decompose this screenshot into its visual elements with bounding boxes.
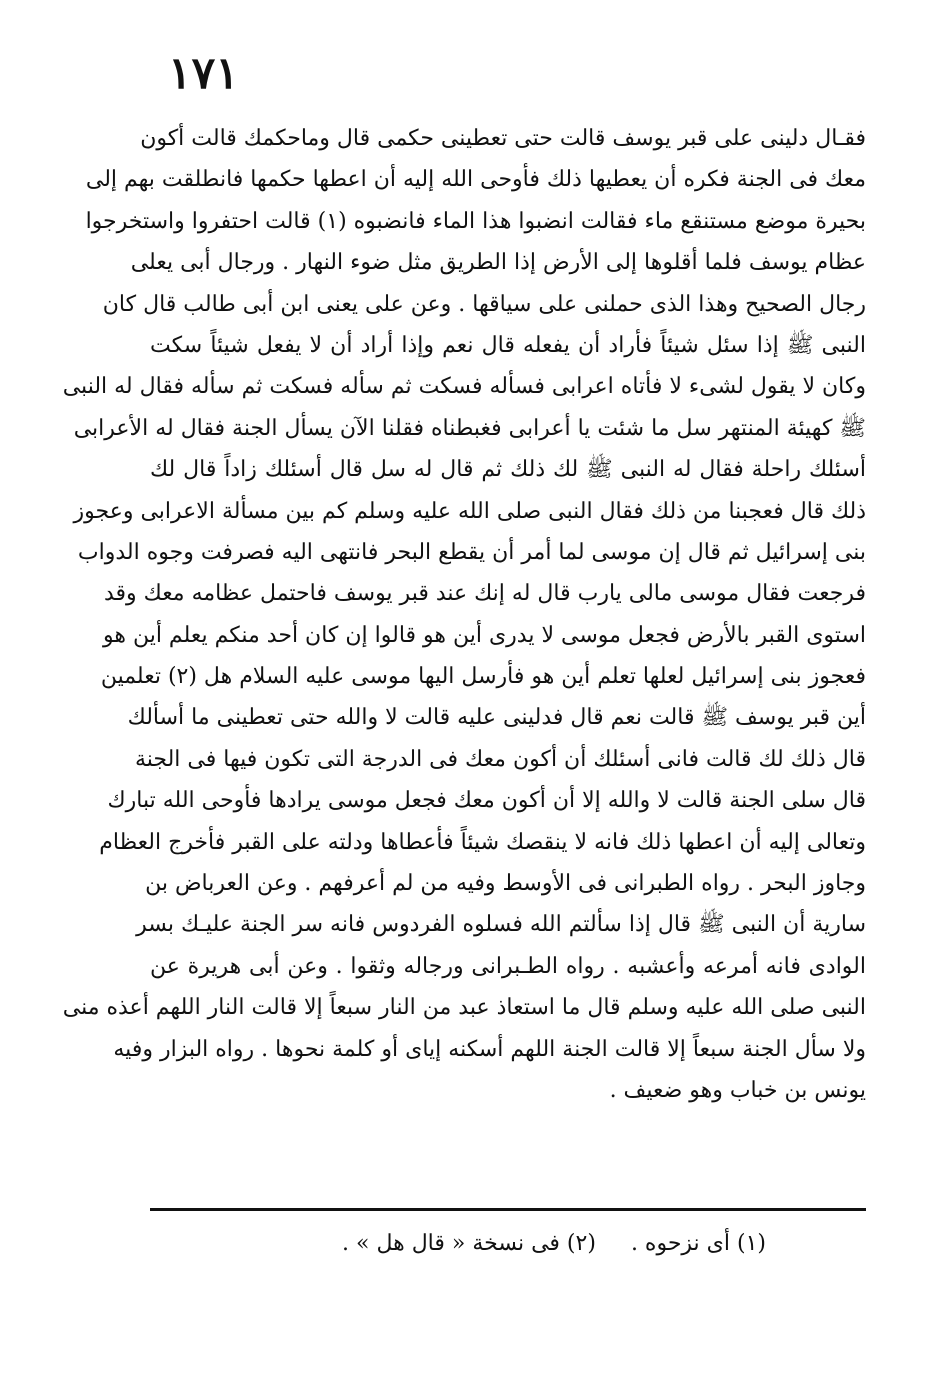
page-number: ١٧١ — [168, 48, 239, 99]
text-line: فرجعت فقال موسى مالى يارب قال له إنك عند قبر يوسف فاحتمل عظامه معك وقد — [103, 581, 866, 607]
text-line: فعجوز بنى إسرائيل لعلها تعلم أين هو فأرسل اليها موسى عليه السلام هل (٢) تعلمين — [100, 664, 866, 690]
footnote-divider — [150, 1208, 866, 1211]
text-line: قال سلى الجنة قالت لا والله إلا أن أكون معك فجعل موسى يرادها فأوحى الله تبارك — [107, 788, 866, 814]
text-line: عظام يوسف فلما أقلوها إلى الأرض إذا الطريق مثل ضوء النهار . ورجال أبى يعلى — [130, 250, 866, 276]
text-line: وتعالى إليه أن اعطها ذلك فانه لا ينقصك شيئاً فأعطاها ودلته على القبر فأخرج العظام — [99, 829, 866, 855]
text-line: وكان لا يقول لشىء لا فأتاه اعرابى فسأله فسكت ثم سأله فسكت ثم سأله فقال له النبى — [62, 374, 866, 400]
text-line: قال ذلك لك قالت فانى أسئلك أن أكون معك فى الدرجة التى تكون فيها فى الجنة — [134, 746, 866, 772]
text-line: أسئلك راحلة فقال له النبى ﷺ لك ذلك ثم قال له سل قال أسئلك زاداً قال لك — [150, 457, 866, 483]
text-line: الوادى فانه أمرعه وأعشبه . رواه الطـبرانى ورجاله وثقوا . وعن أبى هريرة عن — [150, 953, 866, 979]
text-line-last: يونس بن خباب وهو ضعيف . — [609, 1077, 866, 1103]
text-line: أين قبر يوسف ﷺ قالت نعم قال فدلينى عليه قالت لا والله حتى تعطينى ما أسألك — [127, 705, 866, 731]
footnote-1: (١) أى نزحوه . — [630, 1231, 766, 1256]
footnote-2: (٢) فى نسخة « قال هل » . — [342, 1231, 596, 1256]
text-line: بحيرة موضع مستنقع ماء فقالت انضبوا هذا الماء فانضبوه (١) قالت احتفروا واستخرجوا — [85, 208, 866, 234]
text-line: سارية أن النبى ﷺ قال إذا سألتم الله فسلوه الفردوس فانه سر الجنة عليـك بسر — [136, 912, 866, 938]
text-line: ولا سأل الجنة سبعاً إلا قالت الجنة اللهم أسكنه إياى أو كلمة نحوها . رواه البزار وفيه — [113, 1036, 866, 1062]
text-line: ذلك قال فعجبنا من ذلك فقال النبى صلى الله عليه وسلم كم بين مسألة الاعرابى وعجوز — [73, 498, 866, 524]
text-line: فقـال دلينى على قبر يوسف قالت حتى تعطينى حكمى قال وماحكمك قالت أكون — [140, 126, 866, 151]
text-line: ﷺ كهيئة المنتهر سل ما شئت يا أعرابى فغبطناه فقلنا الآن يسأل الجنة فقال له الأعرابى — [73, 415, 866, 441]
text-line: النبى صلى الله عليه وسلم قال ما استعاذ عبد من النار سبعاً إلا قالت النار اللهم أعذه منى — [62, 995, 866, 1021]
text-line: وجاوز البحر . رواه الطبرانى فى الأوسط وفيه من لم أعرفهم . وعن العرباض بن — [145, 871, 866, 897]
text-line: استوى القبر بالأرض فجعل موسى لا يدرى أين هو قالوا إن كان أحد منكم يعلم أين هو — [103, 622, 866, 648]
body-text — [62, 118, 866, 1111]
text-line: معك فى الجنة فكره أن يعطيها ذلك فأوحى الله إليه أن اعطها حكمها فانطلقت بهم إلى — [85, 167, 866, 193]
text-line: النبى ﷺ إذا سئل شيئاً فأراد أن يفعله قال نعم وإذا أراد أن لا يفعل شيئاً سكت — [150, 332, 866, 358]
text-line: بنى إسرائيل ثم قال إن موسى لما أمر أن يقطع البحر فانتهى اليه فصرفت وجوه الدواب — [77, 539, 866, 565]
footnotes — [150, 1226, 766, 1262]
text-line: رجال الصحيح وهذا الذى حملنى على سياقها . وعن على يعنى ابن أبى طالب قال كان — [102, 291, 866, 317]
